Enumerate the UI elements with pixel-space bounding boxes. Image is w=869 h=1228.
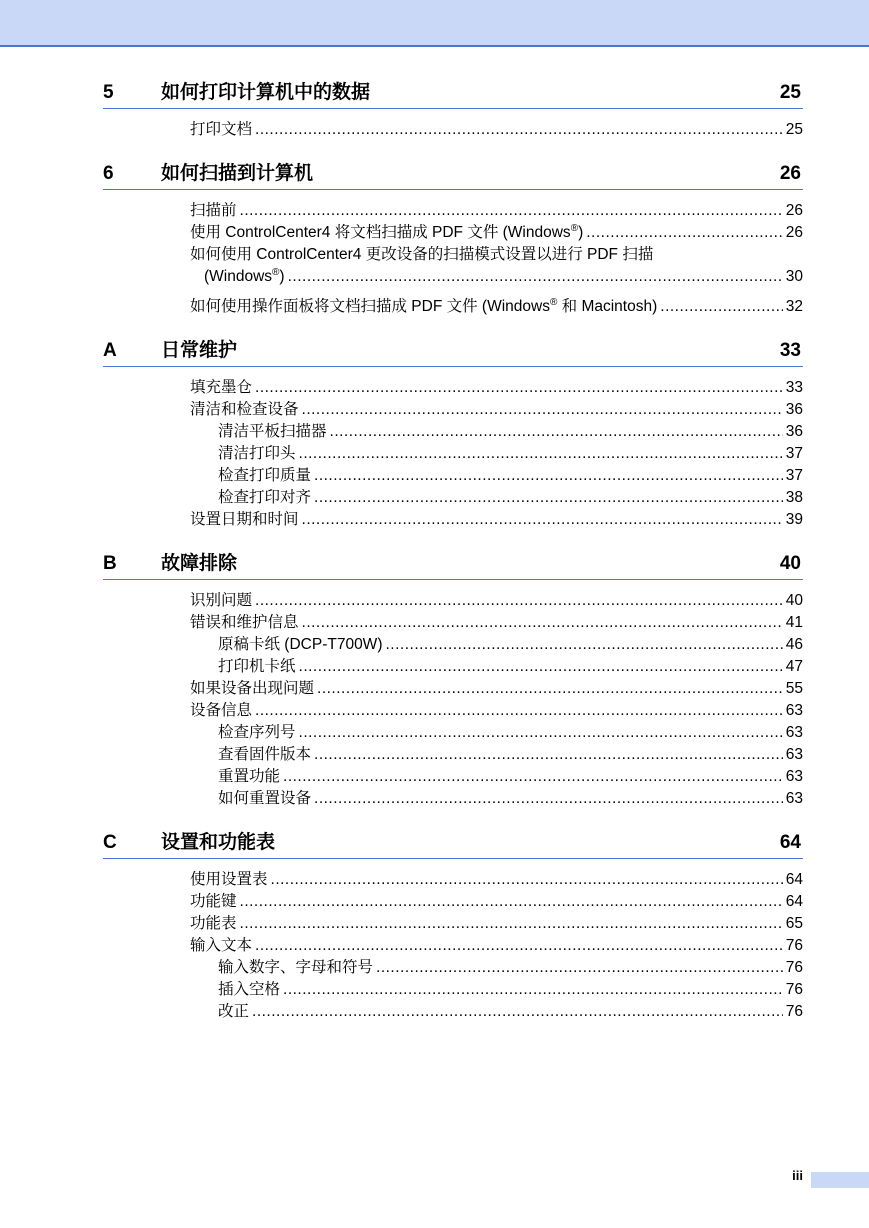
chapter-5 bbox=[103, 78, 803, 159]
toc-entry[interactable] bbox=[190, 700, 803, 722]
entry-label: 识别问题 bbox=[190, 592, 253, 609]
dot-leader bbox=[330, 421, 783, 443]
entry-page: 64 bbox=[785, 893, 803, 910]
dot-leader bbox=[255, 119, 783, 141]
toc-entry[interactable] bbox=[190, 377, 803, 399]
registered-mark: ® bbox=[272, 267, 280, 278]
chapter-b bbox=[103, 549, 803, 828]
toc-subentry[interactable] bbox=[218, 1001, 803, 1023]
entry-label: 重置功能 bbox=[218, 768, 281, 785]
toc-subentry[interactable] bbox=[218, 788, 803, 810]
toc-subentry[interactable] bbox=[218, 957, 803, 979]
dot-leader bbox=[302, 509, 783, 531]
dot-leader bbox=[240, 200, 783, 222]
toc-entry[interactable] bbox=[190, 399, 803, 421]
toc-subentry[interactable] bbox=[218, 656, 803, 678]
dot-leader bbox=[314, 487, 783, 509]
chapter-number: 6 bbox=[103, 163, 114, 184]
entry-label: 查看固件版本 bbox=[218, 746, 312, 763]
entry-label: 插入空格 bbox=[218, 981, 281, 998]
entry-label: 功能表 bbox=[190, 915, 237, 932]
toc-entry[interactable] bbox=[190, 119, 803, 141]
entry-label-text: 如何使用操作面板将文档扫描成 PDF 文件 (Windows bbox=[190, 298, 550, 315]
entry-page: 32 bbox=[785, 298, 803, 315]
dot-leader bbox=[314, 788, 783, 810]
dot-leader bbox=[271, 869, 783, 891]
toc-entry[interactable] bbox=[190, 678, 803, 700]
dot-leader bbox=[299, 443, 783, 465]
toc-entry[interactable] bbox=[190, 244, 803, 288]
dot-leader bbox=[314, 465, 783, 487]
entry-page: 47 bbox=[785, 658, 803, 675]
chapter-title: 故障排除 bbox=[161, 553, 238, 574]
entry-label: 设备信息 bbox=[190, 702, 253, 719]
chapter-heading[interactable] bbox=[103, 828, 803, 859]
entry-page: 64 bbox=[785, 871, 803, 888]
entry-label: 扫描前 bbox=[190, 202, 237, 219]
entry-label: 如果设备出现问题 bbox=[190, 680, 315, 697]
entry-page: 41 bbox=[785, 614, 803, 631]
entry-page: 39 bbox=[785, 511, 803, 528]
toc-subentry[interactable] bbox=[218, 443, 803, 465]
toc-entry[interactable] bbox=[190, 869, 803, 891]
entry-label-text: (Windows bbox=[204, 268, 273, 285]
chapter-page: 33 bbox=[779, 340, 801, 361]
dot-leader bbox=[252, 1001, 783, 1023]
entry-label: 功能键 bbox=[190, 893, 237, 910]
entry-page: 37 bbox=[785, 445, 803, 462]
chapter-heading[interactable] bbox=[103, 336, 803, 367]
entry-label: 清洁和检查设备 bbox=[190, 401, 299, 418]
entry-label: 错误和维护信息 bbox=[190, 614, 299, 631]
entry-page: 76 bbox=[785, 937, 803, 954]
chapter-number: C bbox=[103, 832, 117, 853]
chapter-6 bbox=[103, 159, 803, 336]
registered-mark: ® bbox=[570, 223, 579, 234]
entry-page: 37 bbox=[785, 467, 803, 484]
toc-subentry[interactable] bbox=[218, 465, 803, 487]
entry-label-text: 和 Macintosh) bbox=[557, 298, 658, 315]
entry-label: 打印机卡纸 bbox=[218, 658, 296, 675]
page-number: iii bbox=[792, 1168, 803, 1183]
entry-page: 63 bbox=[785, 724, 803, 741]
entry-page: 40 bbox=[785, 592, 803, 609]
toc-entry[interactable] bbox=[190, 222, 803, 244]
entry-page: 55 bbox=[785, 680, 803, 697]
dot-leader bbox=[288, 266, 783, 288]
entry-page: 30 bbox=[785, 268, 803, 285]
entry-page: 76 bbox=[785, 1003, 803, 1020]
toc-subentry[interactable] bbox=[218, 744, 803, 766]
chapter-title: 如何扫描到计算机 bbox=[161, 163, 314, 184]
entry-label: 清洁平板扫描器 bbox=[218, 423, 327, 440]
entry-label: 打印文档 bbox=[190, 121, 253, 138]
registered-mark: ® bbox=[549, 297, 558, 308]
entry-label: 填充墨仓 bbox=[190, 379, 253, 396]
dot-leader bbox=[299, 722, 783, 744]
entry-label: 改正 bbox=[218, 1003, 250, 1020]
entry-page: 63 bbox=[785, 790, 803, 807]
entry-label: 设置日期和时间 bbox=[190, 511, 299, 528]
entry-page: 63 bbox=[785, 702, 803, 719]
entry-page: 26 bbox=[785, 224, 803, 241]
table-of-contents bbox=[0, 78, 869, 1041]
toc-subentry[interactable] bbox=[218, 634, 803, 656]
chapter-number: A bbox=[103, 340, 117, 361]
dot-leader bbox=[314, 744, 783, 766]
entry-label: 使用设置表 bbox=[190, 871, 268, 888]
chapter-heading[interactable] bbox=[103, 549, 803, 580]
dot-leader bbox=[255, 377, 783, 399]
entry-label: 输入文本 bbox=[190, 937, 253, 954]
entry-label-text: 使用 ControlCenter4 将文档扫描成 PDF 文件 (Windows bbox=[190, 224, 571, 241]
dot-leader bbox=[240, 913, 783, 935]
chapter-page: 40 bbox=[779, 553, 801, 574]
entry-label bbox=[190, 222, 583, 244]
dot-leader bbox=[660, 296, 782, 318]
entry-page: 26 bbox=[785, 202, 803, 219]
dot-leader bbox=[240, 891, 783, 913]
chapter-a bbox=[103, 336, 803, 549]
entry-label-text: ) bbox=[279, 268, 285, 285]
entry-label-text: ) bbox=[578, 224, 584, 241]
dot-leader bbox=[302, 399, 783, 421]
entry-label-continued bbox=[204, 266, 285, 288]
entry-label: 如何使用 ControlCenter4 更改设备的扫描模式设置以进行 PDF 扫描 bbox=[190, 246, 654, 263]
dot-leader bbox=[299, 656, 783, 678]
toc-entry[interactable] bbox=[190, 509, 803, 531]
chapter-heading[interactable] bbox=[103, 78, 803, 109]
dot-leader bbox=[255, 700, 783, 722]
entry-page: 46 bbox=[785, 636, 803, 653]
entry-page: 76 bbox=[785, 981, 803, 998]
dot-leader bbox=[255, 590, 783, 612]
dot-leader bbox=[255, 935, 783, 957]
dot-leader bbox=[317, 678, 783, 700]
entry-page: 65 bbox=[785, 915, 803, 932]
toc-entry[interactable] bbox=[190, 200, 803, 222]
entry-label: 检查打印质量 bbox=[218, 467, 312, 484]
toc-subentry[interactable] bbox=[218, 979, 803, 1001]
chapter-page: 26 bbox=[779, 163, 801, 184]
chapter-c bbox=[103, 828, 803, 1041]
entry-page: 36 bbox=[785, 401, 803, 418]
toc-entry[interactable] bbox=[190, 296, 803, 318]
entry-page: 63 bbox=[785, 746, 803, 763]
toc-entry[interactable] bbox=[190, 612, 803, 634]
entry-page: 33 bbox=[785, 379, 803, 396]
dot-leader bbox=[283, 766, 783, 788]
entry-label: 清洁打印头 bbox=[218, 445, 296, 462]
chapter-title: 如何打印计算机中的数据 bbox=[161, 82, 371, 103]
header-band bbox=[0, 0, 869, 47]
toc-entry[interactable] bbox=[190, 935, 803, 957]
entry-page: 25 bbox=[785, 121, 803, 138]
toc-entry[interactable] bbox=[190, 913, 803, 935]
chapter-heading[interactable] bbox=[103, 159, 803, 190]
chapter-number: B bbox=[103, 553, 117, 574]
dot-leader bbox=[302, 612, 783, 634]
chapter-title: 日常维护 bbox=[161, 340, 238, 361]
entry-label: 输入数字、字母和符号 bbox=[218, 959, 374, 976]
toc-subentry[interactable] bbox=[218, 421, 803, 443]
toc-subentry[interactable] bbox=[218, 766, 803, 788]
entry-label: 检查打印对齐 bbox=[218, 489, 312, 506]
entry-page: 63 bbox=[785, 768, 803, 785]
entry-label bbox=[190, 296, 657, 318]
dot-leader bbox=[385, 634, 782, 656]
chapter-title: 设置和功能表 bbox=[161, 832, 276, 853]
entry-label: 原稿卡纸 (DCP-T700W) bbox=[218, 636, 383, 653]
toc-subentry[interactable] bbox=[218, 487, 803, 509]
entry-page: 76 bbox=[785, 959, 803, 976]
entry-page: 38 bbox=[785, 489, 803, 506]
dot-leader bbox=[376, 957, 783, 979]
entry-page: 36 bbox=[785, 423, 803, 440]
chapter-page: 25 bbox=[779, 82, 801, 103]
chapter-number: 5 bbox=[103, 82, 114, 103]
entry-label: 如何重置设备 bbox=[218, 790, 312, 807]
dot-leader bbox=[586, 222, 783, 244]
footer-tab bbox=[811, 1172, 869, 1188]
chapter-page: 64 bbox=[779, 832, 801, 853]
toc-subentry[interactable] bbox=[218, 722, 803, 744]
dot-leader bbox=[283, 979, 783, 1001]
toc-entry[interactable] bbox=[190, 590, 803, 612]
entry-label: 检查序列号 bbox=[218, 724, 296, 741]
toc-entry[interactable] bbox=[190, 891, 803, 913]
